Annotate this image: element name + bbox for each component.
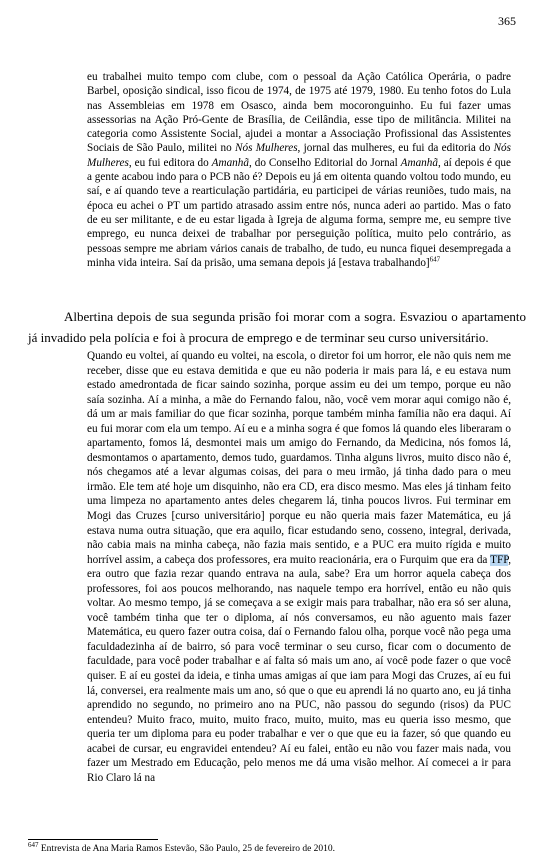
quote-2-text: , era outro que fazia rezar quando entrava na aula, sabe? Era um horror aquela cabeça dos professores, foi aos poucos melhorando, nas naquele tempo era horrível, então eu não quis voltar. Ao mesmo tempo, já se começava a se exigir mais para trabalhar, não era só ser aluna, você também tinha que ter o diploma, aí nós conversamos, eu não aguento mais fazer Matemática, eu quero fazer outra coisa, daí o Fernando falou olha, porque você não pega uma faculdadezinha aí de bairro, só para você terminar o seu curso, ficar com o documento de faculdade, para você poder trabalhar e aí falta só mais um ano, aí você pode fazer o que você quiser. E aí eu gostei da ideia, e tinha umas amigas aí que iam para Mogi das Cruzes, aí eu fui lá, conversei, era realmente mais um ano, só que o que eu aprendi lá no quarto ano, eu já tinha aprendido no segundo, no primeiro ano na PUC, não passou do segundo (risos) da PUC entendeu? Muito fraco, muito, muito fraco, muito, muito, mas eu queria isso mesmo, que queria ter um diploma para eu poder trabalhar e ver o que que eu ia fazer, só que quando eu acabei de cursar, eu engravidei entendeu? Aí eu falei, então eu não vou fazer mais nada, vou fazer um Mestrado em Educação, pelo menos me dá uma visão melhor. Aí comecei a ir para Rio Claro lá na <box>87 553 511 784</box>
quote-2-paragraph <box>87 349 511 785</box>
quote-1-text: eu trabalhei muito tempo com clube, com o pessoal da Ação Católica Operária, o padre Barbel, oposição sindical, isso ficou de 1974, de 1975 até 1979, 1980. Eu tenho fotos do Lula nas Assembleias em 1978 em Osasco, ainda bem mocoronguinho. Eu fui fazer umas assessorias na Ação Pró-Gente de Brasília, de Ceilândia, esse tipo de militância. Militei na categoria como Assistente Social, ajudei a montar a Associação Profissional das Assistentes Sociais de São Paulo, militei no <box>87 71 511 155</box>
interview-quote-1 <box>87 70 511 270</box>
footnote-text: Entrevista de Ana Maria Ramos Estevão, São Paulo, 25 de fevereiro de 2010. <box>38 844 336 854</box>
quote-1-text: , aí depois é que a gente acabou indo para o PCB não é? Depois eu já em oitenta quando voltou todo mundo, eu saí, e aí quando teve a rearticulação partidária, eu participei de várias reuniões, tudo mais, na época eu achei o PT um partido atrasado assim entre nós, nunca aderi ao partido. Mas o fato de eu ser militante, e de eu estar ligada à Igreja de alguma forma, sempre me, eu sempre tive emprego, eu nunca deixei de trabalhar por perseguição política, muito pelo contrário, as pessoas sempre me abriam vários canais de trabalho, de tudo, eu nunca fiquei desempregada a minha vida inteira. Saí da prisão, uma semana depois já [estava trabalhando] <box>87 156 511 269</box>
quote-1-paragraph <box>87 70 511 270</box>
footnote-reference[interactable]: 647 <box>429 255 441 264</box>
footnote-divider <box>28 839 158 840</box>
interview-quote-2 <box>87 349 511 785</box>
quote-2-text: Quando eu voltei, aí quando eu voltei, na escola, o diretor foi um horror, ele não quis nem me receber, disse que eu estava demitida e que eu não poderia ir mais para lá, e eu estava num estado amedrontada de ficar saindo sozinha, porque assim eu dei um tempo, porque eu não saía sozinha. Aí a minha, a mãe do Fernando falou, não, você vem morar aqui comigo não é, dá um ar mais familiar do que ficar sozinha, porque também minha família não era daqui. Aí eu fui morar com ela um tempo. Aí eu e a minha sogra é que fomos lá quando eles liberaram o apartamento, fomos lá, desmontei mais um amigo do Fernando, da Medicina, nós fomos lá, desmontamos o apartamento, demos tudo, guardamos. Tinha alguns livros, muito disco não é, nós chegamos até a levar algumas coisas, dei para o meu irmão, já tinha dado para o meu irmão. Ele tem até hoje um disquinho, não era CD, era disco mesmo. Mas eles já tinham feito uma limpeza no apartamento antes deles chegarem lá, tinha poucos livros. Fui terminar em Mogi das Cruzes [curso universitário] porque eu não queria mais fazer Matemática, eu já estava numa outra situação, que era aquilo, ficar estudando seno, cosseno, integral, derivada, não cabia mais na minha cabeça, não fazia mais sentido, e a PUC era muito rígida e muito horrível assim, a cabeça dos professores, era muito reacionária, era o Furquim que era da <box>87 350 511 566</box>
quote-1-italic-title: Nós Mulheres <box>235 142 298 155</box>
page-number: 365 <box>498 14 516 28</box>
narrative-paragraph: Albertina depois de sua segunda prisão foi morar com a sogra. Esvaziou o apartamento já invadido pela polícia e foi à procura de emprego e de terminar seu curso universitário. <box>28 309 526 345</box>
footnote <box>28 840 336 854</box>
quote-1-italic-title: Amanhã <box>400 156 438 169</box>
quote-1-text: , jornal das mulheres, eu fui da editoria do <box>297 142 494 155</box>
quote-1-italic-title: Amanhã <box>211 156 249 169</box>
quote-1-italic-title: Nós Mulheres <box>87 142 511 169</box>
quote-1-text: , do Conselho Editorial do Jornal <box>248 156 401 169</box>
footnote-number: 647 <box>28 840 39 849</box>
quote-1-text: , eu fui editora do <box>128 156 212 169</box>
highlighted-text[interactable]: TFP <box>490 553 509 566</box>
